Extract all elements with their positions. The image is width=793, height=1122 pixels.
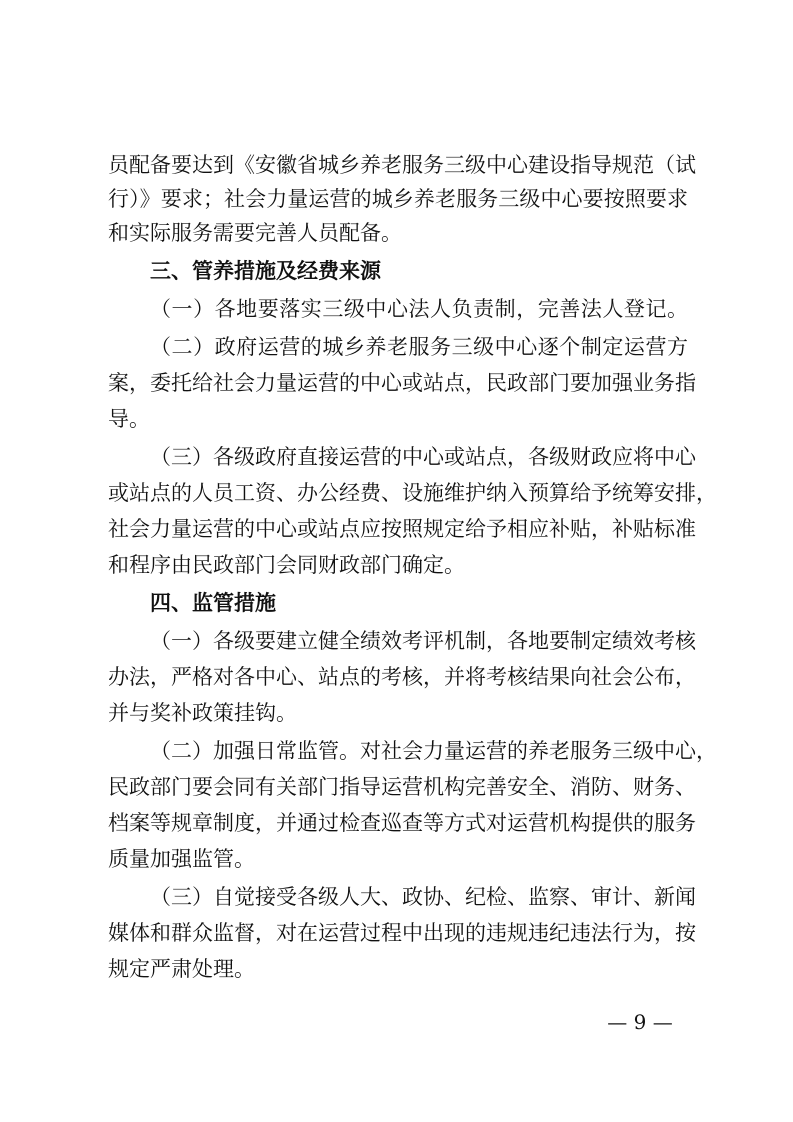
paragraph-line: 和实际服务需要完善人员配备。 bbox=[108, 221, 402, 245]
paragraph-line: 规定严肃处理。 bbox=[108, 957, 255, 981]
paragraph-line: 民政部门要会同有关部门指导运营机构完善安全、消防、财务、 bbox=[108, 775, 696, 799]
section-heading: 三、管养措施及经费来源 bbox=[150, 259, 381, 283]
paragraph-line: 或站点的人员工资、办公经费、设施维护纳入预算给予统筹安排， bbox=[108, 481, 717, 505]
paragraph-line: 质量加强监管。 bbox=[108, 847, 255, 871]
paragraph-line: （三）自觉接受各级人大、政协、纪检、监察、审计、新闻 bbox=[150, 885, 696, 909]
paragraph-line: （二）加强日常监管。对社会力量运营的养老服务三级中心， bbox=[150, 739, 717, 763]
paragraph-line: 办法，严格对各中心、站点的考核，并将考核结果向社会公布， bbox=[108, 665, 696, 689]
paragraph-line: 员配备要达到《安徽省城乡养老服务三级中心建设指导规范（试 bbox=[108, 153, 696, 177]
paragraph-line: （一）各级要建立健全绩效考评机制，各地要制定绩效考核 bbox=[150, 629, 696, 653]
paragraph-line: 档案等规章制度，并通过检查巡查等方式对运营机构提供的服务 bbox=[108, 811, 696, 835]
paragraph-line: 案，委托给社会力量运营的中心或站点，民政部门要加强业务指 bbox=[108, 371, 696, 395]
paragraph-line: （一）各地要落实三级中心法人负责制，完善法人登记。 bbox=[150, 297, 688, 321]
paragraph-line: 行）》要求；社会力量运营的城乡养老服务三级中心要按照要求 bbox=[108, 187, 688, 211]
paragraph-line: 并与奖补政策挂钩。 bbox=[108, 701, 297, 725]
paragraph-line: 媒体和群众监督，对在运营过程中出现的违规违纪违法行为，按 bbox=[108, 921, 696, 945]
paragraph-line: 导。 bbox=[108, 407, 150, 431]
paragraph-line: （三）各级政府直接运营的中心或站点，各级财政应将中心 bbox=[150, 445, 696, 469]
paragraph-line: 社会力量运营的中心或站点应按照规定给予相应补贴，补贴标准 bbox=[108, 517, 696, 541]
page-number: — 9 — bbox=[607, 1010, 673, 1034]
paragraph-line: 和程序由民政部门会同财政部门确定。 bbox=[108, 553, 465, 577]
section-heading: 四、监管措施 bbox=[150, 591, 276, 615]
paragraph-line: （二）政府运营的城乡养老服务三级中心逐个制定运营方 bbox=[150, 335, 688, 359]
